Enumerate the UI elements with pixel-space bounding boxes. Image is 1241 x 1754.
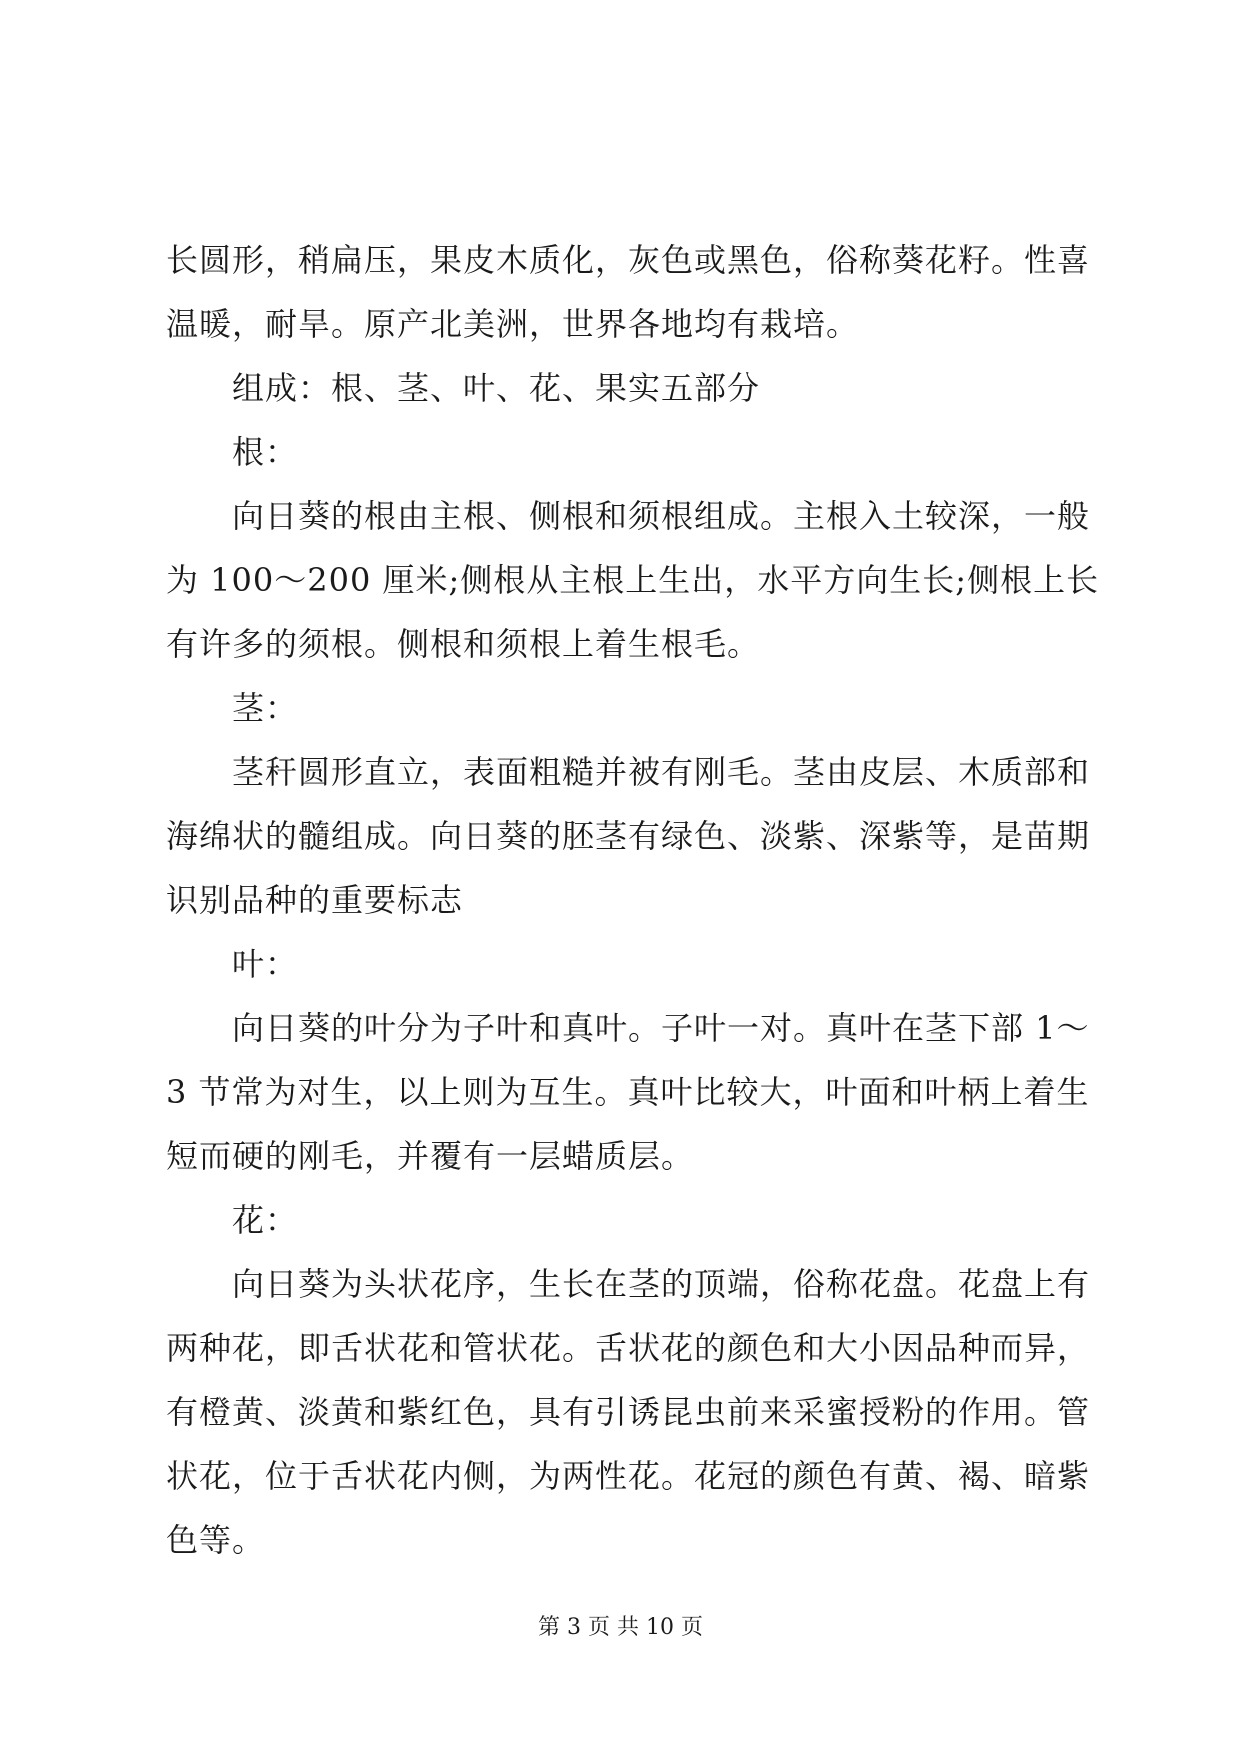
section-heading-leaf: 叶： — [232, 945, 299, 983]
text-line: 有橙黄、淡黄和紫红色，具有引诱昆虫前来采蜜授粉的作用。管 — [166, 1393, 1091, 1431]
text-line: 两种花，即舌状花和管状花。舌状花的颜色和大小因品种而异， — [166, 1329, 1091, 1367]
section-heading-flower: 花： — [232, 1201, 299, 1239]
text-line: 为 100～200 厘米;侧根从主根上生出，水平方向生长;侧根上长 — [166, 561, 1100, 599]
section-heading-root: 根： — [232, 433, 299, 471]
text-line: 色等。 — [166, 1521, 266, 1559]
text-line: 向日葵的根由主根、侧根和须根组成。主根入土较深，一般 — [232, 497, 1091, 535]
text-line: 短而硬的刚毛，并覆有一层蜡质层。 — [166, 1137, 695, 1175]
text-line: 向日葵为头状花序，生长在茎的顶端，俗称花盘。花盘上有 — [232, 1265, 1091, 1303]
page-number-footer: 第 3 页 共 10 页 — [538, 1615, 703, 1640]
text-line: 向日葵的叶分为子叶和真叶。子叶一对。真叶在茎下部 1～ — [232, 1009, 1090, 1047]
text-line: 海绵状的髓组成。向日葵的胚茎有绿色、淡紫、深紫等，是苗期 — [166, 817, 1091, 855]
text-line: 有许多的须根。侧根和须根上着生根毛。 — [166, 625, 761, 663]
text-line: 茎秆圆形直立，表面粗糙并被有刚毛。茎由皮层、木质部和 — [232, 753, 1091, 791]
text-line: 温暖，耐旱。原产北美洲，世界各地均有栽培。 — [166, 305, 860, 343]
text-line: 状花，位于舌状花内侧，为两性花。花冠的颜色有黄、褐、暗紫 — [166, 1457, 1091, 1495]
text-line: 长圆形，稍扁压，果皮木质化，灰色或黑色，俗称葵花籽。性喜 — [166, 241, 1091, 279]
text-line: 识别品种的重要标志 — [166, 881, 464, 919]
section-heading-composition: 组成：根、茎、叶、花、果实五部分 — [232, 369, 761, 407]
document-body — [166, 228, 1100, 1572]
section-heading-stem: 茎： — [232, 689, 299, 727]
text-line: 3 节常为对生，以上则为互生。真叶比较大，叶面和叶柄上着生 — [166, 1073, 1090, 1111]
